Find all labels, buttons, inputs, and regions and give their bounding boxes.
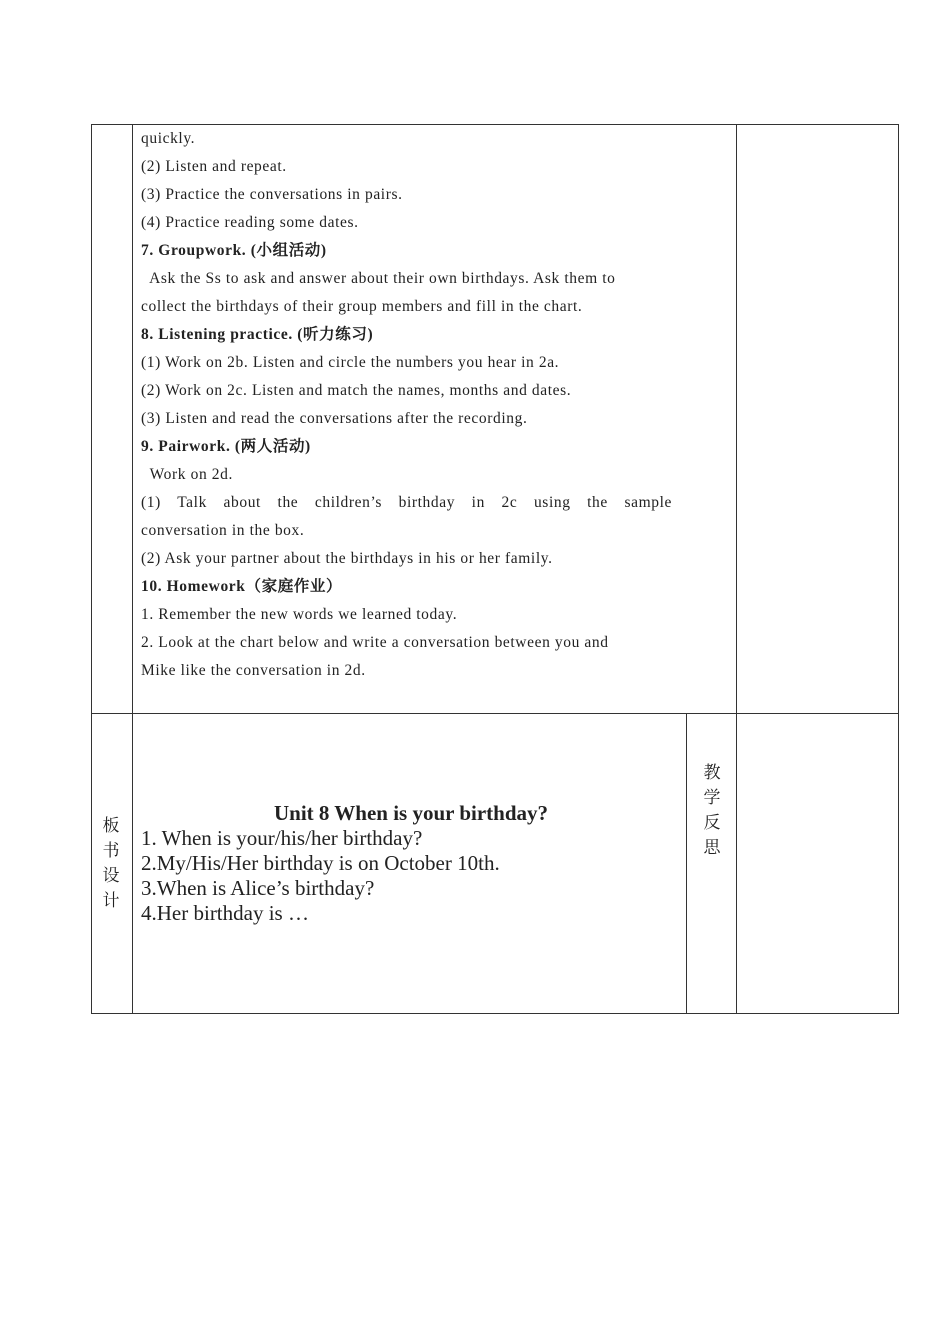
step-line: Work on 2d. [141,466,233,483]
step-heading: 9. Pairwork. (两人活动) [141,438,311,455]
step-line: conversation in the box. [141,522,305,539]
reflection-label-char: 教 [703,763,721,783]
step-line: (2) Work on 2c. Listen and match the names, months and dates. [141,382,572,399]
step-line: (3) Listen and read the conversations after the recording. [141,410,528,427]
board-design-label [101,814,121,914]
column-divider-left [132,125,133,1013]
column-divider-right [736,125,737,1013]
step-line: 1. Remember the new words we learned today. [141,606,458,623]
board-label-char: 板 [102,816,120,836]
board-line: 3.When is Alice’s birthday? [141,876,375,900]
board-line: 1. When is your/his/her birthday? [141,826,423,850]
board-line: 4.Her birthday is … [141,901,309,925]
step-line: collect the birthdays of their group members and fill in the chart. [141,298,583,315]
reflection-label-char: 思 [703,838,721,858]
board-title: Unit 8 When is your birthday? [273,801,549,825]
board-line: 2.My/His/Her birthday is on October 10th. [141,851,500,875]
step-line: (3) Practice the conversations in pairs. [141,186,403,203]
step-heading: 8. Listening practice. (听力练习) [141,326,374,343]
board-label-char: 计 [102,891,120,911]
step-line: (2) Ask your partner about the birthdays in his or her family. [141,550,553,567]
teaching-reflection-label [702,761,722,861]
board-label-char: 设 [102,866,120,886]
step-heading: 10. Homework（家庭作业） [141,578,343,595]
board-design-content [141,801,681,926]
step-line: (2) Listen and repeat. [141,158,287,175]
reflection-label-char: 反 [703,813,721,833]
teaching-steps [141,125,672,685]
step-line: 2. Look at the chart below and write a conversation between you and [141,634,609,651]
column-divider-reflection [686,713,687,1013]
step-line: (1) Talk about the children’s birthday in 2c using the sample [141,494,672,511]
step-line: Ask the Ss to ask and answer about their own birthdays. Ask them to [141,270,616,287]
lesson-plan-table [91,124,899,1014]
step-line: quickly. [141,130,196,147]
step-heading: 7. Groupwork. (小组活动) [141,242,327,259]
reflection-label-char: 学 [703,788,721,808]
board-label-char: 书 [102,841,120,861]
row-divider [92,713,898,714]
step-line: (4) Practice reading some dates. [141,214,359,231]
step-line: Mike like the conversation in 2d. [141,662,366,679]
step-line: (1) Work on 2b. Listen and circle the numbers you hear in 2a. [141,354,560,371]
